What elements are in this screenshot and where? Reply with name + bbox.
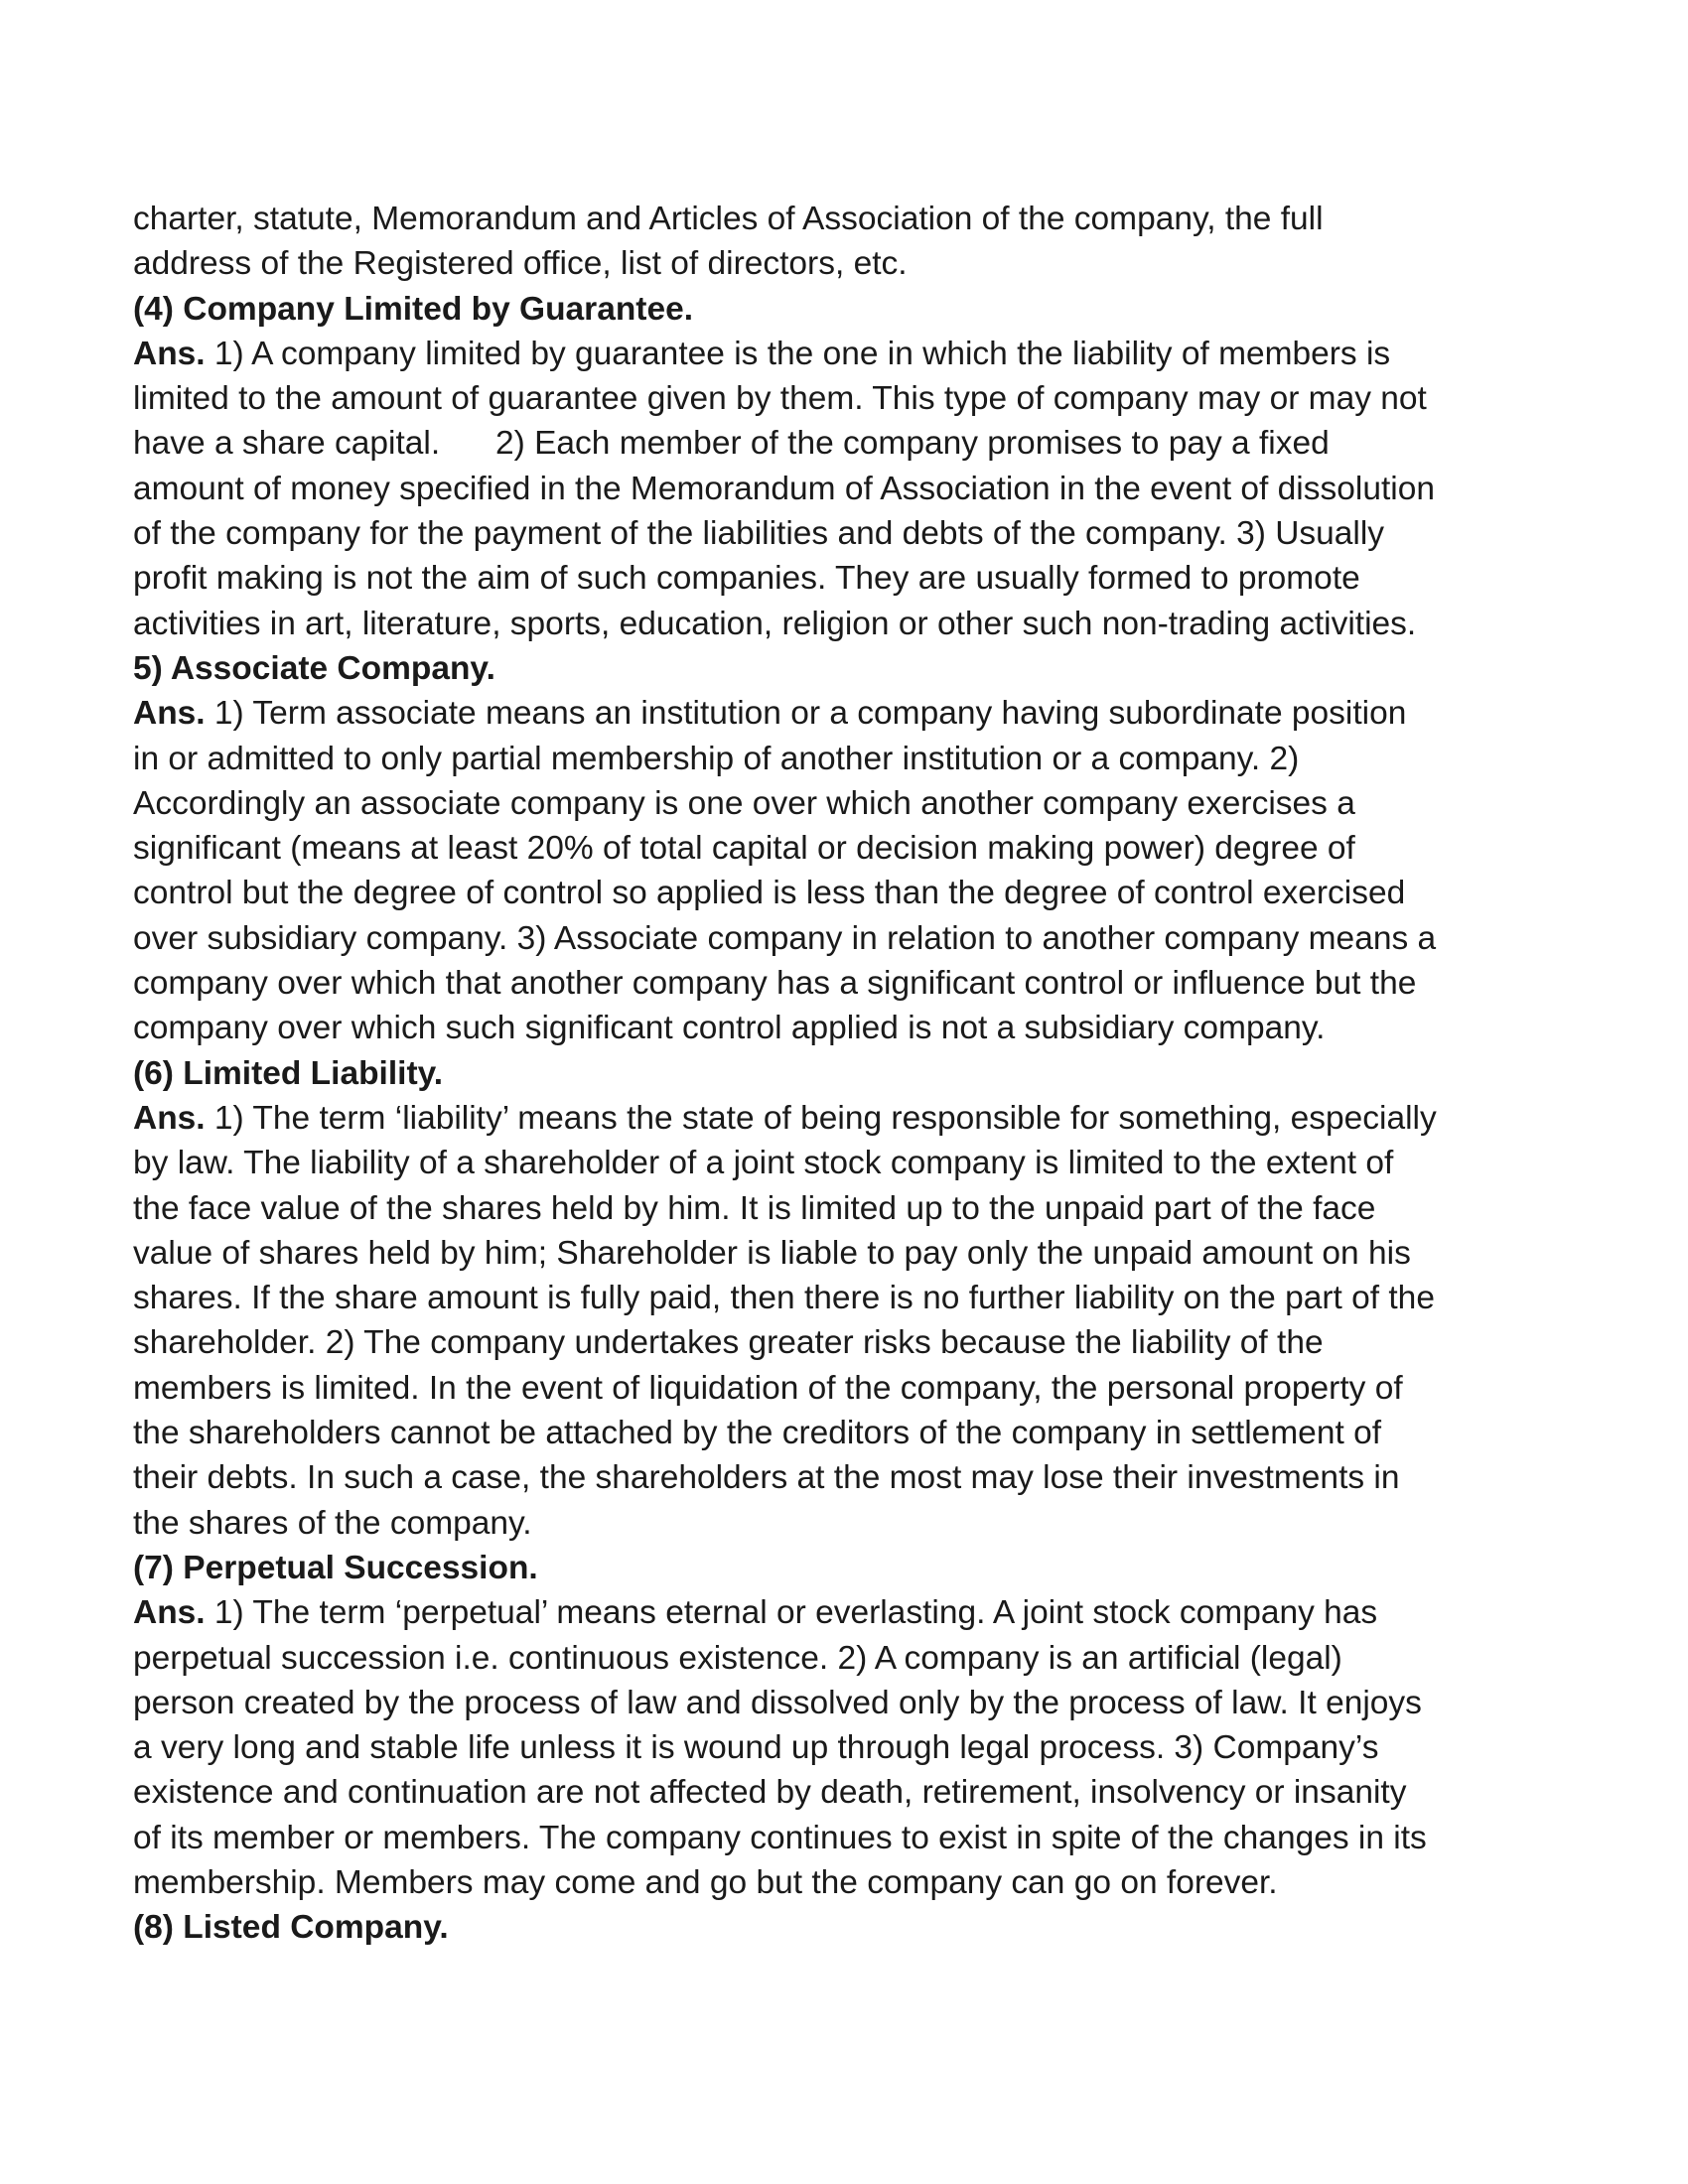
section-heading (133, 646, 1563, 691)
text-line (133, 826, 1563, 871)
text-line (133, 961, 1563, 1006)
section-heading (133, 1546, 1563, 1590)
text-line (133, 1186, 1563, 1231)
text-line (133, 1860, 1563, 1905)
text-line (133, 1320, 1563, 1365)
answer-label: Ans. (133, 1099, 206, 1137)
text-line (133, 197, 1563, 241)
body-text: have a share capital. 2) Each member of the company promises to pay a fixed (133, 425, 1330, 463)
document-page (133, 197, 1563, 1951)
answer-label: Ans. (133, 335, 206, 372)
section-heading (133, 1905, 1563, 1950)
text-line (133, 1411, 1563, 1455)
body-text: 1) Term associate means an institution or a company having subordinate position (205, 695, 1407, 733)
text-line (133, 1636, 1563, 1681)
text-line (133, 1366, 1563, 1411)
body-text: limited to the amount of guarantee given by them. This type of company may or may not (133, 380, 1427, 418)
body-text: 1) A company limited by guarantee is the one in which the liability of members is (205, 335, 1391, 372)
body-text: person created by the process of law and dissolved only by the process of law. It enjoys (133, 1684, 1422, 1721)
text-line (133, 421, 1563, 466)
body-text: amount of money specified in the Memorandum of Association in the event of dissolution (133, 470, 1435, 507)
text-line (133, 871, 1563, 915)
text-line (133, 1096, 1563, 1141)
text-line (133, 916, 1563, 961)
body-text: Accordingly an associate company is one over which another company exercises a (133, 784, 1355, 822)
body-text: by law. The liability of a shareholder of a joint stock company is limited to the extent of (133, 1145, 1394, 1182)
body-text: membership. Members may come and go but the company can go on forever. (133, 1863, 1278, 1901)
body-text: existence and continuation are not affected by death, retirement, insolvency or insanity (133, 1774, 1407, 1812)
section-heading (133, 1051, 1563, 1096)
body-text: shares. If the share amount is fully paid, then there is no further liability on the part of the (133, 1280, 1435, 1317)
body-text: of the company for the payment of the liabilities and debts of the company. 3) Usually (133, 515, 1385, 553)
text-line (133, 1231, 1563, 1276)
heading-text: (6) Limited Liability. (133, 1054, 444, 1092)
body-text: members is limited. In the event of liquidation of the company, the personal property of (133, 1369, 1403, 1407)
text-line (133, 1276, 1563, 1320)
body-text: 1) The term ‘perpetual’ means eternal or everlasting. A joint stock company has (205, 1594, 1378, 1632)
text-line (133, 1141, 1563, 1185)
heading-text: (7) Perpetual Succession. (133, 1549, 538, 1586)
text-line (133, 332, 1563, 376)
text-line (133, 376, 1563, 421)
text-line (133, 556, 1563, 601)
body-text: company over which that another company has a significant control or influence but the (133, 965, 1417, 1003)
body-text: address of the Registered office, list of directors, etc. (133, 245, 908, 283)
body-text: of its member or members. The company continues to exist in spite of the changes in its (133, 1819, 1427, 1856)
body-text: the shares of the company. (133, 1504, 532, 1542)
answer-label: Ans. (133, 695, 206, 733)
text-line (133, 781, 1563, 826)
text-line (133, 1501, 1563, 1546)
text-line (133, 602, 1563, 646)
text-line (133, 1455, 1563, 1500)
body-text: significant (means at least 20% of total capital or decision making power) degree of (133, 830, 1355, 868)
answer-label: Ans. (133, 1594, 206, 1632)
body-text: the shareholders cannot be attached by the creditors of the company in settlement of (133, 1415, 1382, 1452)
body-text: shareholder. 2) The company undertakes greater risks because the liability of the (133, 1324, 1324, 1362)
body-text: the face value of the shares held by him. It is limited up to the unpaid part of the face (133, 1189, 1376, 1227)
body-text: a very long and stable life unless it is wound up through legal process. 3) Company’s (133, 1729, 1379, 1767)
body-text: perpetual succession i.e. continuous existence. 2) A company is an artificial (legal) (133, 1639, 1342, 1677)
body-text: in or admitted to only partial membership of another institution or a company. 2) (133, 740, 1300, 777)
text-line (133, 467, 1563, 511)
text-line (133, 511, 1563, 556)
text-line (133, 691, 1563, 736)
text-line (133, 737, 1563, 781)
text-line (133, 241, 1563, 286)
text-line (133, 1770, 1563, 1815)
body-text: charter, statute, Memorandum and Articles of Association of the company, the full (133, 201, 1324, 237)
text-line (133, 1006, 1563, 1050)
heading-text: (8) Listed Company. (133, 1909, 449, 1947)
text-line (133, 1816, 1563, 1860)
body-text: profit making is not the aim of such companies. They are usually formed to promote (133, 560, 1360, 598)
body-text: value of shares held by him; Shareholder is liable to pay only the unpaid amount on his (133, 1234, 1411, 1272)
text-line (133, 1725, 1563, 1770)
text-line (133, 1590, 1563, 1635)
body-text: company over which such significant control applied is not a subsidiary company. (133, 1010, 1326, 1047)
text-line (133, 1681, 1563, 1725)
body-text: their debts. In such a case, the shareholders at the most may lose their investments in (133, 1459, 1400, 1497)
section-heading (133, 287, 1563, 332)
body-text: activities in art, literature, sports, education, religion or other such non-trading activities. (133, 605, 1417, 642)
body-text: control but the degree of control so applied is less than the degree of control exercised (133, 875, 1406, 912)
body-text: 1) The term ‘liability’ means the state of being responsible for something, especially (205, 1099, 1437, 1137)
heading-text: 5) Associate Company. (133, 649, 495, 687)
heading-text: (4) Company Limited by Guarantee. (133, 290, 694, 328)
body-text: over subsidiary company. 3) Associate company in relation to another company means a (133, 919, 1437, 957)
